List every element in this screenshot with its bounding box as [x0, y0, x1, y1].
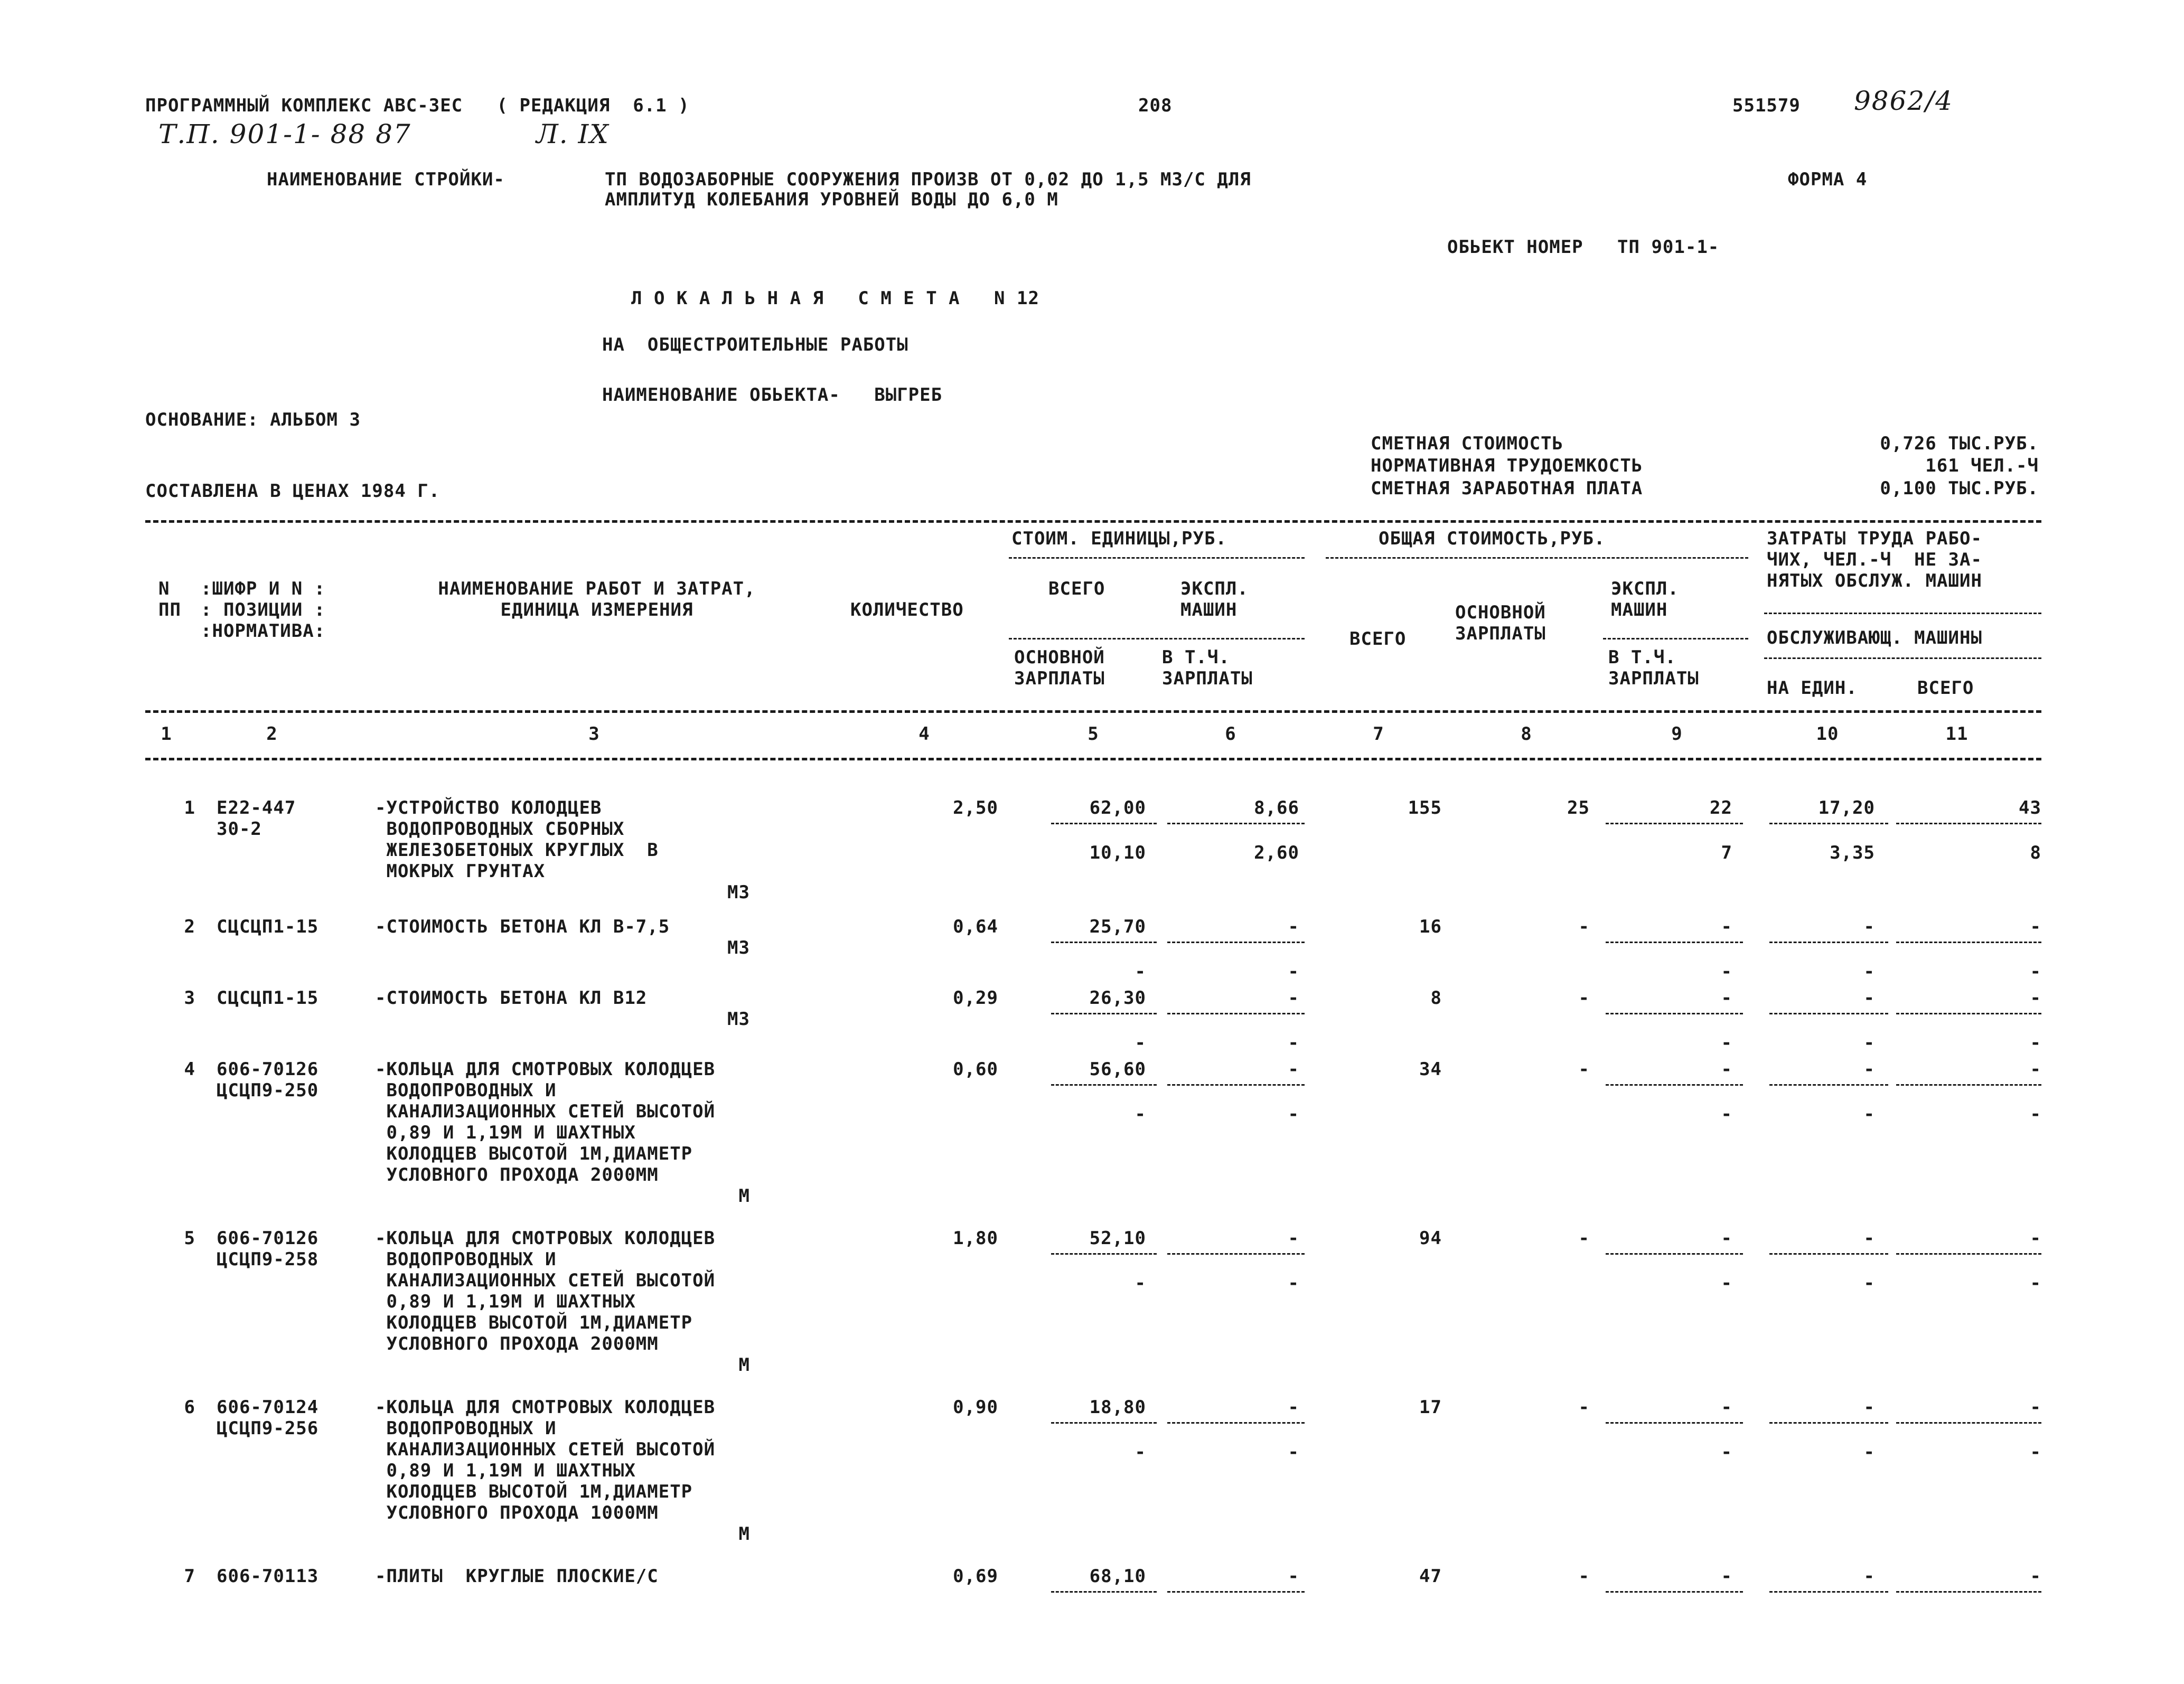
- row-name: -СТОИМОСТЬ БЕТОНА КЛ В-7,5: [375, 916, 670, 937]
- cell-underline: [1051, 1084, 1157, 1086]
- handwritten-sheet: 9862/4: [1854, 86, 1953, 116]
- cell-underline: [1051, 1013, 1157, 1014]
- cell-underline: [1896, 1084, 2041, 1086]
- cell-underline: [1606, 1591, 1743, 1593]
- row-unit-machines: -: [1288, 916, 1299, 937]
- th-labor-per-unit: НА ЕДИН.: [1767, 678, 1858, 699]
- colnum-9: 9: [1671, 723, 1683, 745]
- summary-value-1: 0,726 ТЫС.РУБ.: [1880, 433, 2039, 454]
- row-code: 606-70113: [217, 1566, 319, 1587]
- cell-underline: [1896, 1253, 2041, 1255]
- th-rule: [1009, 557, 1305, 559]
- object-number: ОБЬЕКТ НОМЕР ТП 901-1-: [1447, 237, 1720, 258]
- colnum-1: 1: [161, 723, 172, 745]
- cell-underline: [1167, 1591, 1305, 1593]
- page-subtitle: НА ОБЩЕСТРОИТЕЛЬНЫЕ РАБОТЫ: [602, 334, 908, 355]
- row-labor-unit: -: [1863, 1566, 1875, 1587]
- row-total-machine-wage: -: [1721, 1104, 1732, 1125]
- summary-label-1: СМЕТНАЯ СТОИМОСТЬ: [1371, 433, 1563, 454]
- row-number: 7: [184, 1566, 195, 1587]
- row-total-wage: -: [1578, 1228, 1590, 1249]
- cell-underline: [1769, 1253, 1888, 1255]
- cell-underline: [1896, 1013, 2041, 1014]
- table-top-rule: [145, 520, 2041, 523]
- construction-name-1: ТП ВОДОЗАБОРНЫЕ СООРУЖЕНИЯ ПРОИЗВ ОТ 0,02 ДО 1,5 М3/С ДЛЯ: [605, 169, 1251, 190]
- cell-underline: [1051, 942, 1157, 943]
- th-labor-total: ВСЕГО: [1917, 678, 1974, 699]
- row-unit-wage: -: [1135, 1273, 1146, 1294]
- row-total-machine-wage: -: [1721, 1032, 1732, 1053]
- row-unit-wage: -: [1135, 1032, 1146, 1053]
- cell-underline: [1769, 1013, 1888, 1014]
- cell-underline: [1606, 1253, 1743, 1255]
- row-total-wage: -: [1578, 916, 1590, 937]
- row-unit-total: 18,80: [1089, 1397, 1146, 1418]
- row-total-wage: -: [1578, 1059, 1590, 1080]
- row-total-all: 94: [1419, 1228, 1442, 1249]
- cell-underline: [1769, 1084, 1888, 1086]
- row-labor-total: -: [2030, 1059, 2041, 1080]
- cell-underline: [1167, 942, 1305, 943]
- row-unit-machine-wage: -: [1288, 1273, 1299, 1294]
- row-unit-machine-wage: -: [1288, 1032, 1299, 1053]
- row-unit-machines: -: [1288, 987, 1299, 1009]
- row-unit-total: 26,30: [1089, 987, 1146, 1009]
- row-total-machines: -: [1721, 1397, 1732, 1418]
- row-unit: М: [738, 1354, 750, 1376]
- row-total-all: 17: [1419, 1397, 1442, 1418]
- row-unit: М3: [727, 1009, 750, 1030]
- page-title: Л О К А Л Ь Н А Я С М Е Т А N 12: [631, 288, 1039, 309]
- colnum-6: 6: [1225, 723, 1236, 745]
- program-title: ПРОГРАММНЫЙ КОМПЛЕКС АВС-3ЕС ( РЕДАКЦИЯ 6.1 ): [145, 95, 690, 116]
- row-code: 606-70126 ЦСЦП9-258: [217, 1228, 319, 1270]
- row-total-machines: -: [1721, 1059, 1732, 1080]
- row-labor-total-service: 8: [2030, 842, 2041, 863]
- object-name: НАИМЕНОВАНИЕ ОБЬЕКТА- ВЫГРЕБ: [602, 384, 943, 406]
- construction-label: НАИМЕНОВАНИЕ СТРОЙКИ-: [267, 169, 505, 190]
- row-labor-total: -: [2030, 1397, 2041, 1418]
- row-total-all: 34: [1419, 1059, 1442, 1080]
- row-total-all: 155: [1408, 797, 1442, 819]
- row-total-wage: -: [1578, 1397, 1590, 1418]
- colnum-10: 10: [1816, 723, 1839, 745]
- row-labor-total: 43: [2019, 797, 2041, 819]
- row-unit-machines: -: [1288, 1059, 1299, 1080]
- row-unit-wage: -: [1135, 1442, 1146, 1463]
- row-unit-machine-wage: -: [1288, 1104, 1299, 1125]
- cell-underline: [1606, 1422, 1743, 1424]
- construction-name-2: АМПЛИТУД КОЛЕБАНИЯ УРОВНЕЙ ВОДЫ ДО 6,0 М: [605, 189, 1058, 210]
- row-name: -КОЛЬЦА ДЛЯ СМОТРОВЫХ КОЛОДЦЕВ ВОДОПРОВОДНЫХ И КАНАЛИЗАЦИОННЫХ СЕТЕЙ ВЫСОТОЙ 0,89 И 1,19М И ШАХТНЫХ КОЛОДЦЕВ ВЫСОТОЙ 1М,ДИАМЕТР УСЛОВНОГО ПРОХОДА 1000ММ: [375, 1397, 716, 1523]
- cell-underline: [1769, 942, 1888, 943]
- row-labor-unit: -: [1863, 1059, 1875, 1080]
- row-labor-total: -: [2030, 916, 2041, 937]
- colnum-3: 3: [588, 723, 600, 745]
- cell-underline: [1769, 823, 1888, 824]
- row-code: Е22-447 30-2: [217, 797, 296, 840]
- row-name: -КОЛЬЦА ДЛЯ СМОТРОВЫХ КОЛОДЦЕВ ВОДОПРОВОДНЫХ И КАНАЛИЗАЦИОННЫХ СЕТЕЙ ВЫСОТОЙ 0,89 И 1,19М И ШАХТНЫХ КОЛОДЦЕВ ВЫСОТОЙ 1М,ДИАМЕТР УСЛОВНОГО ПРОХОДА 2000ММ: [375, 1228, 716, 1354]
- form-label: ФОРМА 4: [1788, 169, 1868, 190]
- row-labor-unit-service: -: [1863, 1032, 1875, 1053]
- row-name: -СТОИМОСТЬ БЕТОНА КЛ В12: [375, 987, 648, 1009]
- row-total-machines: -: [1721, 1566, 1732, 1587]
- row-total-wage: -: [1578, 1566, 1590, 1587]
- colnum-4: 4: [918, 723, 930, 745]
- row-code: 606-70124 ЦСЦП9-256: [217, 1397, 319, 1439]
- th-total-wage: ОСНОВНОЙ ЗАРПЛАТЫ: [1455, 602, 1546, 644]
- cell-underline: [1167, 823, 1305, 824]
- row-unit-wage: -: [1135, 1104, 1146, 1125]
- cell-underline: [1769, 1422, 1888, 1424]
- row-unit-total: 25,70: [1089, 916, 1146, 937]
- row-name: -КОЛЬЦА ДЛЯ СМОТРОВЫХ КОЛОДЦЕВ ВОДОПРОВОДНЫХ И КАНАЛИЗАЦИОННЫХ СЕТЕЙ ВЫСОТОЙ 0,89 И 1,19М И ШАХТНЫХ КОЛОДЦЕВ ВЫСОТОЙ 1М,ДИАМЕТР УСЛОВНОГО ПРОХОДА 2000ММ: [375, 1059, 716, 1186]
- basis: ОСНОВАНИЕ: АЛЬБОМ 3: [145, 409, 361, 430]
- row-total-machines: -: [1721, 1228, 1732, 1249]
- th-unit-cost: СТОИМ. ЕДИНИЦЫ,РУБ.: [1011, 528, 1227, 549]
- row-unit-machines: -: [1288, 1566, 1299, 1587]
- doc-code: 551579: [1732, 95, 1801, 116]
- colnum-8: 8: [1521, 723, 1532, 745]
- row-labor-unit-service: -: [1863, 1273, 1875, 1294]
- row-number: 5: [184, 1228, 195, 1249]
- cell-underline: [1896, 823, 2041, 824]
- cell-underline: [1896, 1591, 2041, 1593]
- th-unit-wage: ОСНОВНОЙ ЗАРПЛАТЫ: [1014, 647, 1105, 689]
- row-total-wage: 25: [1567, 797, 1590, 819]
- row-quantity: 1,80: [953, 1228, 998, 1249]
- cell-underline: [1167, 1013, 1305, 1014]
- row-unit: М3: [727, 937, 750, 958]
- cell-underline: [1051, 1422, 1157, 1424]
- row-unit-total: 62,00: [1089, 797, 1146, 819]
- summary-label-2: НОРМАТИВНАЯ ТРУДОЕМКОСТЬ: [1371, 455, 1643, 476]
- row-unit-total: 56,60: [1089, 1059, 1146, 1080]
- th-number: N ПП: [158, 578, 181, 620]
- row-quantity: 0,69: [953, 1566, 998, 1587]
- row-unit-total: 68,10: [1089, 1566, 1146, 1587]
- row-number: 6: [184, 1397, 195, 1418]
- table-header-rule: [145, 710, 2041, 713]
- cell-underline: [1896, 942, 2041, 943]
- summary-value-2: 161 ЧЕЛ.-Ч: [1925, 455, 2039, 476]
- cell-underline: [1051, 1591, 1157, 1593]
- th-rule: [1603, 638, 1748, 639]
- row-total-machine-wage: -: [1721, 1273, 1732, 1294]
- th-total-incl-wage: В Т.Ч. ЗАРПЛАТЫ: [1608, 647, 1699, 689]
- row-total-machine-wage: -: [1721, 1442, 1732, 1463]
- handwritten-album: Л. IX: [536, 119, 610, 149]
- row-unit: М: [738, 1523, 750, 1545]
- summary-label-3: СМЕТНАЯ ЗАРАБОТНАЯ ПЛАТА: [1371, 478, 1643, 499]
- row-labor-total-service: -: [2030, 1104, 2041, 1125]
- row-labor-unit: -: [1863, 1397, 1875, 1418]
- row-unit-machines: 8,66: [1254, 797, 1299, 819]
- summary-value-3: 0,100 ТЫС.РУБ.: [1880, 478, 2039, 499]
- row-labor-unit: -: [1863, 916, 1875, 937]
- th-rule: [1326, 557, 1748, 559]
- th-name: НАИМЕНОВАНИЕ РАБОТ И ЗАТРАТ, ЕДИНИЦА ИЗМЕРЕНИЯ: [438, 578, 756, 620]
- th-total-all: ВСЕГО: [1349, 628, 1407, 650]
- row-name: -ПЛИТЫ КРУГЛЫЕ ПЛОСКИЕ/С: [375, 1566, 659, 1587]
- row-unit-machine-wage: 2,60: [1254, 842, 1299, 863]
- cell-underline: [1051, 823, 1157, 824]
- row-code: СЦСЦП1-15: [217, 916, 319, 937]
- th-unit-machines: ЭКСПЛ. МАШИН: [1180, 578, 1249, 620]
- row-unit-machines: -: [1288, 1397, 1299, 1418]
- row-unit: М: [738, 1186, 750, 1207]
- row-unit-wage: 10,10: [1089, 842, 1146, 863]
- row-quantity: 0,29: [953, 987, 998, 1009]
- row-code: 606-70126 ЦСЦП9-250: [217, 1059, 319, 1101]
- row-labor-total-service: -: [2030, 1273, 2041, 1294]
- page-number: 208: [1138, 95, 1173, 116]
- th-labor-service: ОБСЛУЖИВАЮЩ. МАШИНЫ: [1767, 627, 1982, 648]
- row-labor-total: -: [2030, 987, 2041, 1009]
- row-unit-total: 52,10: [1089, 1228, 1146, 1249]
- row-number: 1: [184, 797, 195, 819]
- row-labor-unit-service: 3,35: [1830, 842, 1875, 863]
- colnum-5: 5: [1088, 723, 1099, 745]
- row-unit-machine-wage: -: [1288, 1442, 1299, 1463]
- cell-underline: [1051, 1253, 1157, 1255]
- th-quantity: КОЛИЧЕСТВО: [850, 599, 964, 620]
- cell-underline: [1606, 1013, 1743, 1014]
- row-unit: М3: [727, 882, 750, 903]
- row-labor-unit: -: [1863, 987, 1875, 1009]
- th-code: :ШИФР И N : : ПОЗИЦИИ : :НОРМАТИВА:: [201, 578, 326, 642]
- row-total-wage: -: [1578, 987, 1590, 1009]
- row-labor-total-service: -: [2030, 1442, 2041, 1463]
- cell-underline: [1167, 1084, 1305, 1086]
- row-total-all: 8: [1430, 987, 1442, 1009]
- th-total-machines: ЭКСПЛ. МАШИН: [1611, 578, 1679, 620]
- row-total-machines: 22: [1710, 797, 1732, 819]
- handwritten-tp: Т.П. 901-1- 88 87: [158, 119, 411, 149]
- row-labor-unit-service: -: [1863, 1442, 1875, 1463]
- th-total-cost: ОБЩАЯ СТОИМОСТЬ,РУБ.: [1379, 528, 1606, 549]
- row-code: СЦСЦП1-15: [217, 987, 319, 1009]
- row-total-all: 47: [1419, 1566, 1442, 1587]
- row-labor-total-service: -: [2030, 1032, 2041, 1053]
- row-unit-machine-wage: -: [1288, 961, 1299, 982]
- row-labor-unit-service: -: [1863, 961, 1875, 982]
- row-total-machine-wage: 7: [1721, 842, 1732, 863]
- th-unit-incl-wage: В Т.Ч. ЗАРПЛАТЫ: [1162, 647, 1253, 689]
- cell-underline: [1606, 823, 1743, 824]
- cell-underline: [1167, 1422, 1305, 1424]
- row-labor-unit: 17,20: [1818, 797, 1875, 819]
- th-unit-total: ВСЕГО: [1048, 578, 1105, 599]
- th-rule: [1764, 657, 2041, 659]
- th-rule: [1764, 613, 2041, 614]
- row-name: -УСТРОЙСТВО КОЛОДЦЕВ ВОДОПРОВОДНЫХ СБОРНЫХ ЖЕЛЕЗОБЕТОНЫХ КРУГЛЫХ В МОКРЫХ ГРУНТАХ: [375, 797, 659, 882]
- row-labor-total: -: [2030, 1228, 2041, 1249]
- row-labor-unit: -: [1863, 1228, 1875, 1249]
- cell-underline: [1167, 1253, 1305, 1255]
- cell-underline: [1896, 1422, 2041, 1424]
- row-number: 3: [184, 987, 195, 1009]
- row-total-all: 16: [1419, 916, 1442, 937]
- colnum-2: 2: [266, 723, 278, 745]
- row-quantity: 0,60: [953, 1059, 998, 1080]
- row-quantity: 0,90: [953, 1397, 998, 1418]
- row-labor-total-service: -: [2030, 961, 2041, 982]
- cell-underline: [1769, 1591, 1888, 1593]
- th-rule: [1009, 638, 1305, 639]
- row-number: 4: [184, 1059, 195, 1080]
- row-labor-total: -: [2030, 1566, 2041, 1587]
- row-unit-machines: -: [1288, 1228, 1299, 1249]
- th-labor: ЗАТРАТЫ ТРУДА РАБО- ЧИХ, ЧЕЛ.-Ч НЕ ЗА- НЯТЫХ ОБСЛУЖ. МАШИН: [1767, 528, 1982, 591]
- colnum-11: 11: [1945, 723, 1969, 745]
- row-total-machines: -: [1721, 987, 1732, 1009]
- row-number: 2: [184, 916, 195, 937]
- row-total-machines: -: [1721, 916, 1732, 937]
- table-columns-rule: [145, 758, 2041, 760]
- colnum-7: 7: [1373, 723, 1384, 745]
- row-labor-unit-service: -: [1863, 1104, 1875, 1125]
- row-quantity: 0,64: [953, 916, 998, 937]
- cell-underline: [1606, 942, 1743, 943]
- row-unit-wage: -: [1135, 961, 1146, 982]
- row-total-machine-wage: -: [1721, 961, 1732, 982]
- cell-underline: [1606, 1084, 1743, 1086]
- row-quantity: 2,50: [953, 797, 998, 819]
- prices-note: СОСТАВЛЕНА В ЦЕНАХ 1984 Г.: [145, 481, 440, 502]
